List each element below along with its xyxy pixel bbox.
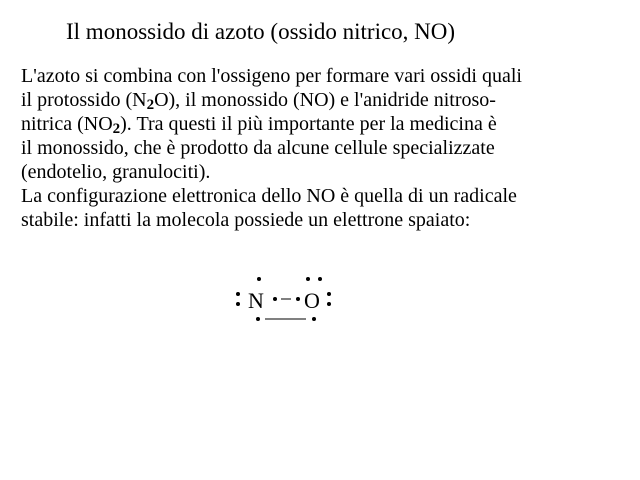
text-segment: nitrica (NO [21, 113, 113, 135]
subscript: 2 [146, 97, 155, 113]
electron-dot [236, 302, 240, 306]
atom-n-label: N [248, 288, 264, 313]
body-text [21, 64, 631, 232]
electron-dot [306, 277, 310, 281]
electron-dot [256, 317, 260, 321]
electron-dot [327, 292, 331, 296]
electron-dot [327, 302, 331, 306]
lewis-structure-diagram [228, 268, 348, 338]
electron-dot [296, 297, 300, 301]
slide-title: Il monossido di azoto (ossido nitrico, NO) [66, 19, 456, 44]
text-line-3 [21, 112, 631, 136]
electron-dot [312, 317, 316, 321]
text-line-1: L'azoto si combina con l'ossigeno per formare vari ossidi quali [21, 65, 522, 87]
text-segment: il protossido (N [21, 89, 147, 111]
text-line-7: stabile: infatti la molecola possiede un elettrone spaiato: [21, 209, 471, 231]
text-line-6: La configurazione elettronica dello NO è quella di un radicale [21, 185, 517, 207]
text-segment: O), il monossido (NO) e l'anidride nitroso- [154, 89, 496, 111]
subscript: 2 [112, 121, 121, 137]
electron-dot [273, 297, 277, 301]
electron-dot [318, 277, 322, 281]
text-line-4: il monossido, che è prodotto da alcune cellule specializzate [21, 137, 495, 159]
electron-dot [236, 292, 240, 296]
electron-dot [257, 277, 261, 281]
text-line-5: (endotelio, granulociti). [21, 161, 211, 183]
atom-o-label: O [304, 288, 320, 313]
text-line-2 [21, 88, 631, 112]
text-segment: ). Tra questi il più importante per la medicina è [120, 113, 497, 135]
